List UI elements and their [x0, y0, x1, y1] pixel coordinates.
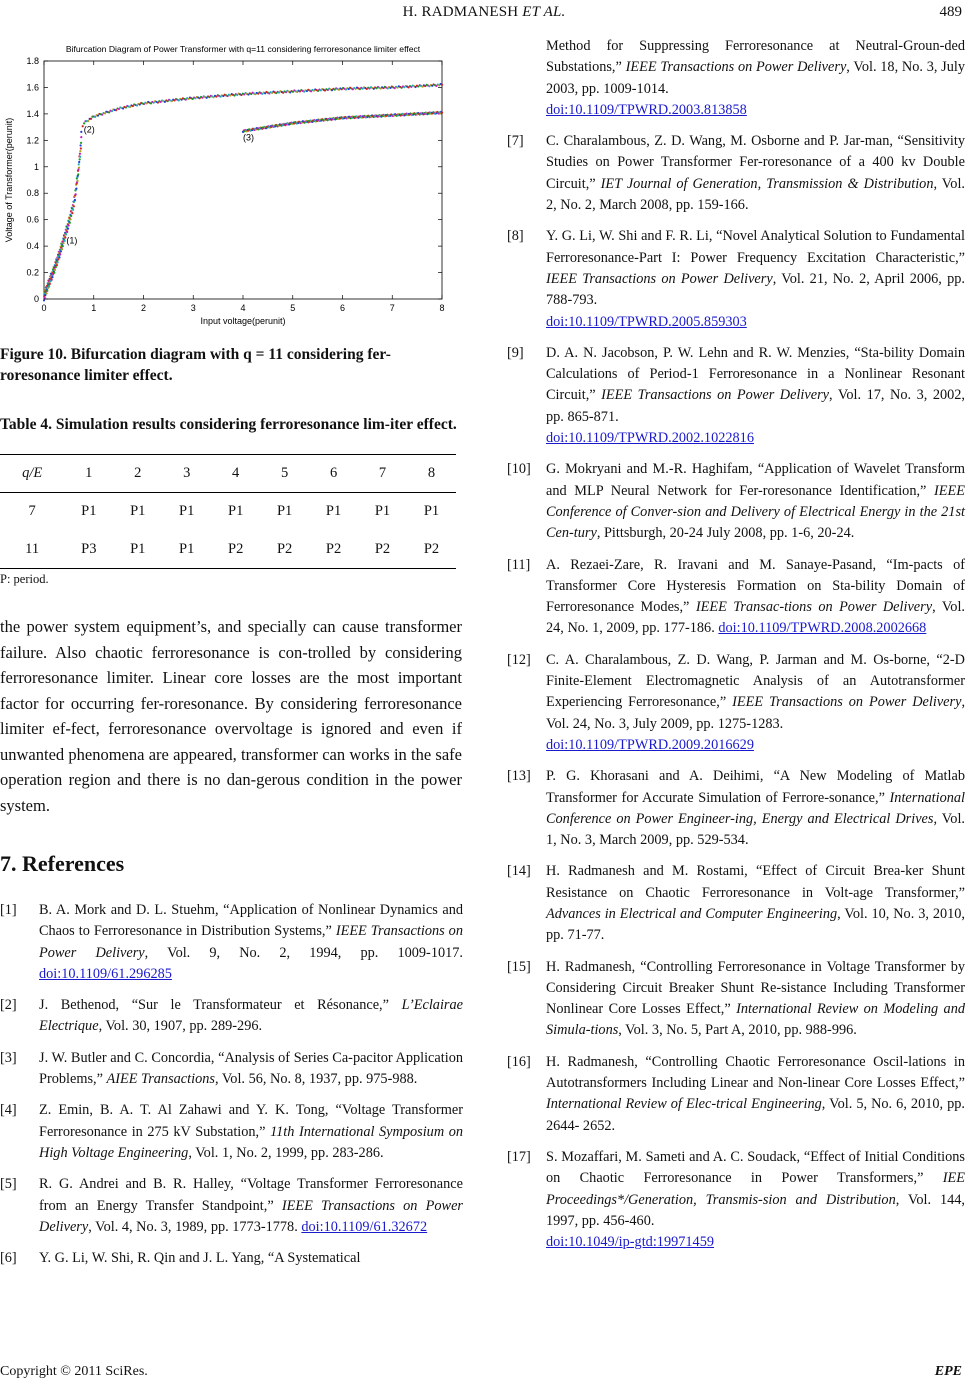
data-point [54, 269, 56, 271]
reference-number: [2] [0, 997, 17, 1014]
x-tick-label: 4 [240, 303, 246, 313]
reference-item [507, 459, 965, 544]
reference-number: [14] [507, 863, 531, 880]
data-point [62, 245, 64, 247]
y-tick-label: 0.4 [26, 241, 39, 252]
table-header-cell: 5 [280, 465, 289, 481]
data-point [48, 286, 50, 288]
reference-source: International Review of Elec-trical Engineering [546, 1096, 822, 1113]
reference-item [507, 957, 965, 1042]
x-tick-label: 8 [439, 303, 445, 313]
data-point [69, 218, 71, 220]
reference-source: IEEE Transactions on Power Delivery [625, 59, 847, 76]
reference-number [507, 36, 546, 121]
table-cell: P1 [228, 503, 244, 520]
reference-item [507, 1147, 965, 1253]
table-header-cell: 7 [378, 465, 387, 481]
reference-item [0, 995, 463, 1038]
reference-source: International Review on Modeling and Simula-tions [546, 1001, 965, 1039]
reference-item [507, 650, 965, 756]
table-header-cell: 4 [232, 465, 240, 481]
data-point [43, 299, 45, 301]
data-point [80, 147, 82, 149]
reference-number: [15] [507, 958, 531, 975]
copyright-footer: Copyright © 2011 SciRes. [0, 1364, 148, 1379]
reference-source: IEEE Conference of Conver-sion and Delivery of Electrical Energy in the 21st Cen-tury [546, 482, 965, 542]
data-point [66, 231, 68, 233]
data-point [75, 188, 77, 190]
reference-text: Y. G. Li, W. Shi and F. R. Li, “Novel Analytical Solution to Fundamental Ferroresonance-Part I: Power Frequency Excitation Characteristic,” IEEE Transactions on Power Delivery, Vol. 21, No. 2, April 2006, pp. 788-793. doi:10.1109/TPWRD.2005.859303 [546, 228, 965, 330]
bifurcation-chart [0, 36, 462, 336]
reference-text: A. Rezaei-Zare, R. Iravani and M. Sanaye-Pasand, “Im-pacts of Transformer Core Hysteresis Formation on Sta-bility Domain of Ferroresonance Modes,” IEEE Transac-tions on Power Delivery, Vol. 24, No. 1, 2009, pp. 177-186. doi:10.1109/TPWRD.2008.2002668 [546, 556, 965, 637]
reference-source: AIEE Transactions [106, 1071, 215, 1088]
data-point [74, 199, 76, 201]
table-row [0, 493, 456, 531]
x-tick-label: 0 [41, 303, 47, 313]
y-tick-label: 0.6 [26, 214, 39, 225]
running-title-etal: ET AL. [522, 4, 566, 20]
data-point [56, 264, 58, 266]
data-point [80, 131, 82, 133]
data-point [80, 136, 82, 138]
data-point [79, 150, 81, 152]
running-title [0, 4, 968, 21]
data-point [71, 212, 73, 214]
reference-item [0, 1174, 463, 1238]
data-point [75, 193, 77, 195]
y-tick-label: 0 [33, 294, 39, 304]
reference-number: [12] [507, 651, 531, 668]
reference-text: B. A. Mork and D. L. Stuehm, “Application of Nonlinear Dynamics and Chaos to Ferroresonance in Distribution Systems,” IEEE Transactions on Power Delivery, Vol. 9, No. 2, 1994, pp. 1009-1017. doi:10.1109/61.296285 [39, 902, 463, 982]
body-paragraph: the power system equipment’s, and specially can cause transformer failure. Also chaotic ferroresonance is con-trolled by considering ferroresonance limiter. Linear core losses are the most important factor for occurring fer-roresonance. By considering ferroresonance limiter ef-fect, ferroresonance overvoltage is ignored and even if unwanted phenomena are appeared, transformer can works in the safe operation region and there is no dan-gerous condition in the power system. [0, 617, 462, 815]
journal-footer: EPE [934, 1364, 962, 1379]
page-number: 489 [939, 4, 962, 20]
doi-link[interactable]: doi:10.1109/TPWRD.2008.2002668 [718, 620, 927, 637]
reference-text: J. Bethenod, “Sur le Transformateur et Résonance,” L’Eclairae Electrique, Vol. 30, 1907, pp. 289-296. [39, 997, 463, 1035]
data-point [90, 118, 92, 120]
table-cell: P2 [423, 540, 440, 557]
reference-text: H. Radmanesh, “Controlling Chaotic Ferroresonance Oscil-lations in Autotransformers Including Linear and Non-linear Core Losses Effect,” International Review of Elec-trical Engineering, Vol. 5, No. 6, 2010, pp. 2644- 2652. [546, 1053, 965, 1134]
data-point [80, 144, 82, 146]
reference-text: H. Radmanesh and M. Rostami, “Effect of Circuit Brea-ker Shunt Resistance on Chaotic Ferroresonance in Volt-age Transformer,” Advances in Electrical and Computer Engineering, Vol. 10, No. 3, 2010, pp. 71-77. [546, 863, 965, 944]
x-tick-label: 6 [339, 303, 346, 313]
x-tick-label: 7 [389, 303, 395, 313]
data-point [72, 209, 74, 211]
reference-item [507, 1052, 965, 1137]
reference-number: [4] [0, 1102, 17, 1119]
reference-text: C. A. Charalambous, Z. D. Wang, P. Jarman and M. Os-borne, “2-D Finite-Element Electromagnetic Analysis of an Autotransformer Experiencing Ferroresonance,” IEEE Transactions on Power Delivery, Vol. 24, No. 3, July 2009, pp. 1275-1283. doi:10.1109/TPWRD.2009.2016629 [546, 651, 966, 753]
reference-item [507, 36, 965, 121]
reference-text: Method for Suppressing Ferroresonance at Neutral-Groun-ded Substations,” IEEE Transactions on Power Delivery, Vol. 18, No. 3, July 2003, pp. 1009-1014. doi:10.1109/TPWRD.2003.813858 [546, 38, 966, 118]
data-point [69, 222, 71, 224]
chart-annotation: (3) [243, 132, 254, 143]
reference-number: [11] [507, 556, 531, 573]
references-heading: 7. References [0, 851, 125, 876]
doi-link[interactable]: doi:10.1109/61.296285 [39, 965, 172, 982]
reference-number: [5] [0, 1176, 17, 1193]
data-point [51, 279, 53, 281]
reference-item [507, 226, 965, 332]
reference-number: [17] [507, 1148, 531, 1165]
reference-source: IEEE Transactions on Power Delivery [546, 270, 773, 287]
reference-item [507, 131, 965, 216]
data-point [49, 283, 51, 285]
doi-link[interactable]: doi:10.1109/TPWRD.2002.1022816 [546, 430, 754, 447]
table-header-row [0, 455, 456, 493]
data-point [79, 156, 81, 158]
reference-source: IEE Proceedings*/Generation, Transmis-sion and Distribution [546, 1170, 965, 1208]
doi-link[interactable]: doi:10.1109/TPWRD.2003.813858 [546, 101, 747, 118]
x-tick-label: 5 [290, 303, 296, 313]
data-point [60, 250, 62, 252]
references-list-right [507, 36, 965, 1263]
data-point [58, 256, 60, 258]
data-point [44, 297, 46, 299]
data-point [78, 167, 80, 169]
table-cell: P2 [276, 540, 293, 557]
data-point [55, 266, 57, 268]
y-tick-label: 1.6 [26, 82, 39, 93]
data-point [76, 180, 78, 182]
reference-number: [16] [507, 1053, 531, 1070]
data-point [68, 224, 70, 226]
reference-item [507, 555, 965, 640]
reference-text: G. Mokryani and M.-R. Haghifam, “Application of Wavelet Transform and MLP Neural Network for Fer-roresonance Identification,” IEEE Conference of Conver-sion and Delivery of Electrical Energy in the 21st Cen-tury, Pittsburgh, 20-24 July 2008, pp. 1-6, 20-24. [546, 461, 965, 542]
reference-item [0, 1048, 463, 1091]
chart-canvas [0, 36, 462, 336]
table-cell: P1 [179, 540, 195, 557]
data-point [57, 258, 59, 260]
x-tick-label: 2 [140, 303, 147, 313]
references-list-left [0, 900, 463, 1279]
table-cell: P2 [228, 540, 244, 557]
table-cell: P1 [374, 503, 391, 520]
data-point [79, 153, 81, 155]
x-tick-label: 1 [91, 303, 97, 313]
reference-text: R. G. Andrei and B. R. Halley, “Voltage Transformer Ferroresonance from an Energy Transfer Standpoint,” IEEE Transactions on Power Delivery, Vol. 4, No. 3, 1989, pp. 1773-1778. doi:10.1109/61.32672 [39, 1176, 463, 1235]
reference-source: International Conference on Power Engineer-ing, Energy and Electrical Drives [546, 789, 965, 827]
running-title-authors: H. RADMANESH [402, 4, 519, 20]
table-note: P: period. [0, 572, 49, 586]
table-cell: P1 [423, 503, 440, 520]
table-cell: P2 [325, 540, 342, 557]
table-header-cell: 1 [85, 465, 93, 481]
reference-source: IEEE Transactions on Power Delivery [39, 1197, 463, 1235]
chart-annotation: (2) [83, 124, 95, 135]
reference-source: IEEE Transactions on Power Delivery [601, 387, 830, 404]
reference-item [0, 900, 463, 985]
table-cell: P1 [130, 540, 146, 557]
table-cell: P1 [81, 503, 97, 520]
reference-source: IEEE Transactions on Power Delivery [39, 923, 463, 961]
chart-title: Bifurcation Diagram of Power Transformer with q=11 considering ferroresonance limiter effect [65, 44, 421, 54]
y-tick-label: 1.4 [26, 108, 39, 119]
data-point [78, 163, 80, 165]
reference-text: J. W. Butler and C. Concordia, “Analysis of Series Ca-pacitor Application Problems,” AIEE Transactions, Vol. 56, No. 8, 1937, pp. 975-988. [39, 1049, 463, 1088]
data-point [78, 161, 80, 163]
reference-text: D. A. N. Jacobson, P. W. Lehn and R. W. Menzies, “Sta-bility Domain Calculations of Period-1 Ferroresonance in a Nonlinear Resonant Circuit,” IEEE Transactions on Power Delivery, Vol. 17, No. 3, 2002, pp. 865-871. doi:10.1109/TPWRD.2002.1022816 [546, 344, 966, 447]
reference-item [0, 1248, 463, 1269]
table-cell: P1 [276, 503, 293, 520]
page-header [0, 2, 968, 28]
table-cell: 7 [28, 503, 36, 520]
reference-text: P. G. Khorasani and A. Deihimi, “A New Modeling of Matlab Transformer for Accurate Simulation of Ferrore-sonance,” International Conference on Power Engineer-ing, Energy and Electrical Drives, Vol. 1, No. 3, March 2009, pp. 529-534. [546, 768, 965, 849]
data-point [51, 276, 53, 278]
data-point [45, 292, 47, 294]
table-cell: P1 [130, 503, 146, 520]
table-cell: P1 [179, 503, 195, 520]
chart-annotation: (1) [66, 235, 78, 246]
reference-number: [3] [0, 1049, 17, 1066]
reference-item [507, 861, 965, 946]
reference-item [507, 343, 965, 449]
y-tick-label: 1.8 [26, 56, 39, 66]
reference-number: [7] [507, 133, 524, 150]
reference-text: S. Mozaffari, M. Sameti and A. C. Soudack, “Effect of Initial Conditions on Chaotic Ferroresonance in Power Transformers,” IEE Proceedings*/Generation, Transmis-sion and Distribution, Vol. 144, 1997, pp. 456-460. doi:10.1049/ip-gtd:19971459 [546, 1148, 965, 1251]
reference-source: 11th International Symposium on High Voltage Engineering [39, 1123, 464, 1161]
data-point [62, 242, 64, 244]
x-axis-label: Input voltage(perunit) [200, 316, 286, 326]
data-point [79, 158, 81, 160]
reference-number: [13] [507, 768, 531, 785]
y-tick-label: 0.8 [26, 188, 39, 199]
reference-text: C. Charalambous, Z. D. Wang, M. Osborne and P. Jar-man, “Sensitivity Studies on Power Transformer Fer-roresonance of a 400 kv Double Circuit,” IET Journal of Generation, Transmission & Distribution, Vol. 2, No. 2, March 2008, pp. 159-166. [546, 133, 965, 214]
reference-source: IEEE Transac-tions on Power Delivery [695, 599, 933, 616]
table-caption: Table 4. Simulation results considering ferroresonance lim-iter effect. [0, 416, 457, 433]
data-point [53, 272, 55, 274]
data-point [441, 111, 443, 113]
plot-frame [44, 61, 442, 299]
table-row [0, 531, 456, 569]
y-tick-label: 1 [33, 161, 39, 172]
data-point [77, 173, 79, 175]
reference-number: [6] [0, 1250, 17, 1267]
doi-link[interactable]: doi:10.1109/TPWRD.2009.2016629 [546, 736, 754, 753]
table-header-cell: 8 [427, 465, 436, 481]
table-header-cell: 6 [329, 465, 338, 481]
reference-source: L’Eclairae Electrique [39, 997, 463, 1035]
data-point [441, 84, 443, 86]
table-cell: P2 [374, 540, 391, 557]
data-point [73, 205, 75, 207]
reference-item [0, 1100, 463, 1164]
reference-number: [1] [0, 902, 17, 918]
table-header-cell: 3 [183, 465, 191, 481]
figure-caption: Figure 10. Bifurcation diagram with q = 11 considering fer-roresonance limiter effect. [0, 346, 391, 384]
data-point [59, 253, 61, 255]
y-tick-label: 1.2 [26, 135, 39, 146]
table-cell: P3 [81, 540, 97, 557]
data-point [67, 228, 69, 230]
data-point [80, 142, 82, 144]
reference-source: Advances in Electrical and Computer Engineering [546, 905, 838, 922]
data-point [70, 215, 72, 217]
results-table [0, 454, 456, 569]
table-cell: 11 [25, 540, 40, 557]
data-point [57, 261, 59, 263]
y-axis-label: Voltage of Transformer(perunit) [4, 117, 14, 243]
data-point [46, 290, 48, 292]
reference-text: Z. Emin, B. A. T. Al Zahawi and Y. K. Tong, “Voltage Transformer Ferroresonance in 275 kV Substation,” 11th International Symposium on High Voltage Engineering, Vol. 1, No. 2, 1999, pp. 283-286. [39, 1102, 464, 1161]
table-header-cell: q/E [22, 465, 43, 481]
reference-text: Y. G. Li, W. Shi, R. Qin and J. L. Yang, “A Systematical [39, 1250, 361, 1267]
reference-text: H. Radmanesh, “Controlling Ferroresonance in Voltage Transformer by Considering Circuit Breaker Shunt Re-sistance Including Transformer Nonlinear Core Losses Effect,” International Review on Modeling and Simula-tions, Vol. 3, No. 5, Part A, 2010, pp. 988-996. [546, 958, 965, 1039]
reference-number: [9] [507, 344, 524, 361]
reference-number: [8] [507, 228, 524, 245]
data-point [87, 120, 89, 122]
reference-source: IEEE Transactions on Power Delivery [732, 694, 962, 711]
x-tick-label: 3 [190, 303, 196, 313]
table-header-cell: 2 [134, 465, 142, 481]
data-point [61, 248, 63, 250]
reference-number: [10] [507, 461, 531, 478]
doi-link[interactable]: doi:10.1109/TPWRD.2005.859303 [546, 313, 747, 330]
doi-link[interactable]: doi:10.1049/ip-gtd:19971459 [546, 1234, 714, 1251]
doi-link[interactable]: doi:10.1109/61.32672 [301, 1218, 428, 1235]
table-cell: P1 [325, 503, 342, 520]
reference-item [507, 766, 965, 851]
y-tick-label: 0.2 [26, 267, 39, 278]
reference-source: IET Journal of Generation, Transmission & Distribution [600, 175, 934, 192]
